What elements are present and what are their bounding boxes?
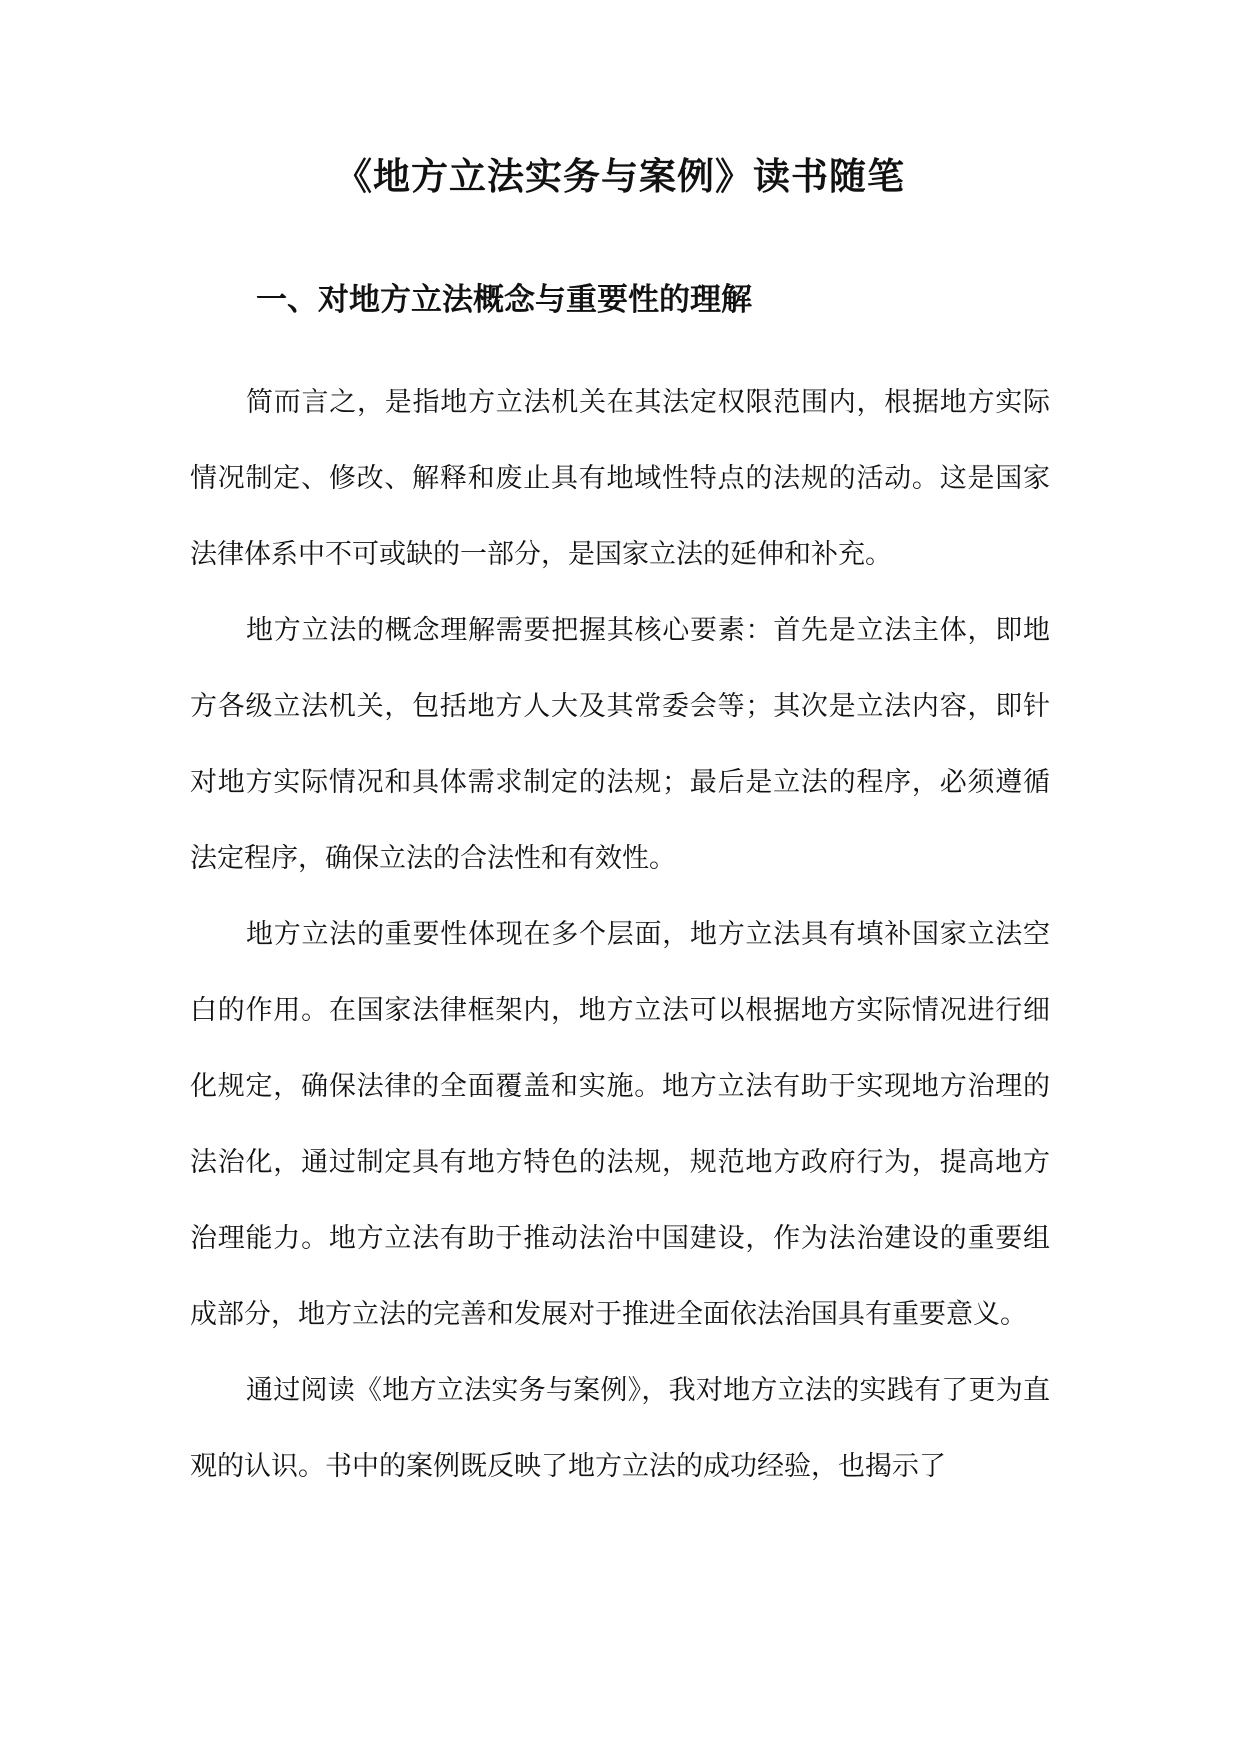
paragraph-importance: 地方立法的重要性体现在多个层面，地方立法具有填补国家立法空白的作用。在国家法律框架内，地方立法可以根据地方实际情况进行细化规定，确保法律的全面覆盖和实施。地方立法有助于实现地方治理的法治化，通过制定具有地方特色的法规，规范地方政府行为，提高地方治理能力。地方立法有助于推动法治中国建设，作为法治建设的重要组成部分，地方立法的完善和发展对于推进全面依法治国具有重要意义。 [190, 919, 1050, 1330]
paragraph-reading-reflection: 通过阅读《地方立法实务与案例》，我对地方立法的实践有了更为直观的认识。书中的案例既反映了地方立法的成功经验，也揭示了 [190, 1375, 1050, 1482]
document-body [190, 365, 1050, 1505]
paragraph-definition: 简而言之，是指地方立法机关在其法定权限范围内，根据地方实际情况制定、修改、解释和废止具有地域性特点的法规的活动。这是国家法律体系中不可或缺的一部分，是国家立法的延伸和补充。 [190, 387, 1050, 570]
paragraph-core-elements: 地方立法的概念理解需要把握其核心要素：首先是立法主体，即地方各级立法机关，包括地方人大及其常委会等；其次是立法内容，即针对地方实际情况和具体需求制定的法规；最后是立法的程序，必须遵循法定程序，确保立法的合法性和有效性。 [190, 615, 1050, 874]
document-title: 《地方立法实务与案例》读书随笔 [335, 154, 905, 198]
section-heading: 一、对地方立法概念与重要性的理解 [256, 282, 752, 318]
